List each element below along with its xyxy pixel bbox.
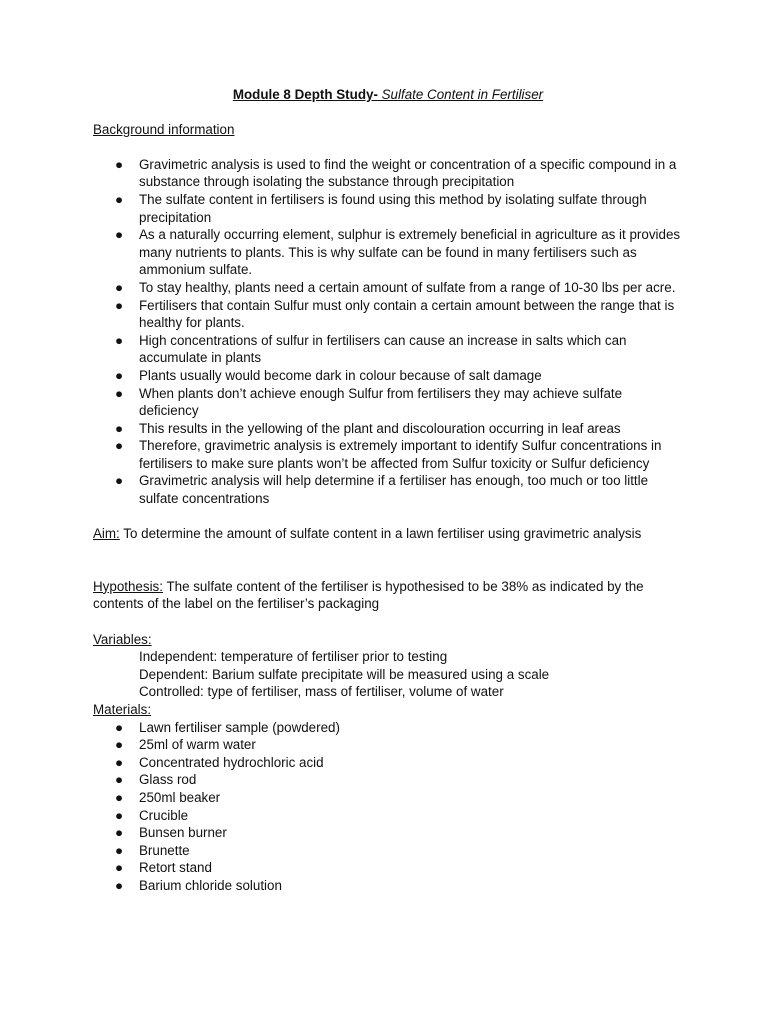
- material-item-text: 25ml of warm water: [139, 737, 256, 753]
- bullet-icon: ●: [115, 737, 124, 753]
- background-item: [93, 279, 683, 297]
- material-item-text: Brunette: [139, 842, 190, 858]
- material-item: [93, 877, 683, 895]
- background-item-text: Therefore, gravimetric analysis is extremely important to identify Sulfur concentrations in fertilisers to make sure plants won’t be affected from Sulfur toxicity or Sulfur deficiency: [139, 438, 662, 471]
- aim-label: Aim:: [93, 526, 120, 542]
- background-item-text: The sulfate content in fertilisers is found using this method by isolating sulfate through precipitation: [139, 191, 647, 225]
- background-item-text: This results in the yellowing of the plant and discolouration occurring in leaf areas: [139, 420, 621, 436]
- background-item-text: When plants don’t achieve enough Sulfur from fertilisers they may achieve sulfate deficiency: [139, 385, 623, 419]
- bullet-icon: ●: [115, 367, 124, 383]
- background-item-text: Gravimetric analysis will help determine if a fertiliser has enough, too much or too little sulfate concentrations: [139, 473, 649, 507]
- aim-paragraph: [93, 525, 683, 543]
- material-item-text: 250ml beaker: [139, 789, 221, 805]
- bullet-icon: ●: [115, 860, 124, 876]
- material-item: [93, 736, 683, 754]
- material-item: [93, 807, 683, 825]
- bullet-icon: ●: [115, 754, 124, 770]
- document-page: [93, 86, 683, 895]
- material-item-text: Bunsen burner: [139, 825, 227, 841]
- background-item: [93, 297, 683, 332]
- bullet-icon: ●: [115, 473, 124, 489]
- material-item: [93, 754, 683, 772]
- bullet-icon: ●: [115, 807, 124, 823]
- bullet-icon: ●: [115, 877, 124, 893]
- materials-heading: Materials:: [93, 702, 152, 717]
- bullet-icon: ●: [115, 385, 124, 401]
- material-item: [93, 824, 683, 842]
- background-item: [93, 472, 683, 507]
- material-item-text: Lawn fertiliser sample (powdered): [139, 719, 340, 735]
- background-item: [93, 420, 683, 438]
- materials-list: [93, 719, 683, 895]
- background-item-text: High concentrations of sulfur in fertilisers can cause an increase in salts which can accumulate in plants: [139, 332, 627, 366]
- title-italic: Sulfate Content in Fertiliser: [377, 87, 544, 102]
- bullet-icon: ●: [115, 438, 124, 454]
- background-item: [93, 156, 683, 191]
- background-item-text: Plants usually would become dark in colour because of salt damage: [139, 367, 542, 383]
- bullet-icon: ●: [115, 842, 124, 858]
- material-item-text: Barium chloride solution: [139, 877, 282, 893]
- document-title: [93, 86, 683, 104]
- material-item: [93, 719, 683, 737]
- background-item: [93, 437, 683, 472]
- material-item: [93, 771, 683, 789]
- material-item: [93, 789, 683, 807]
- hypothesis-paragraph: [93, 578, 683, 613]
- hypothesis-label: Hypothesis:: [93, 578, 163, 594]
- bullet-icon: ●: [115, 332, 124, 348]
- material-item-text: Concentrated hydrochloric acid: [139, 754, 324, 770]
- bullet-icon: ●: [115, 191, 124, 207]
- bullet-icon: ●: [115, 156, 124, 172]
- background-item: [93, 367, 683, 385]
- bullet-icon: ●: [115, 297, 124, 313]
- bullet-icon: ●: [115, 825, 124, 841]
- variables-heading: Variables:: [93, 631, 152, 647]
- variable-controlled: Controlled: type of fertiliser, mass of fertiliser, volume of water: [139, 684, 504, 700]
- background-item-text: Fertilisers that contain Sulfur must only contain a certain amount between the range that is healthy for plants.: [139, 297, 675, 331]
- material-item: [93, 859, 683, 877]
- background-item-text: To stay healthy, plants need a certain amount of sulfate from a range of 10-30 lbs per acre.: [139, 279, 676, 295]
- title-bold: Module 8 Depth Study-: [232, 87, 378, 102]
- material-item-text: Retort stand: [139, 860, 212, 876]
- variable-independent: Independent: temperature of fertiliser prior to testing: [139, 649, 448, 665]
- background-item-text: Gravimetric analysis is used to find the weight or concentration of a specific compound in a substance through isolating the substance through precipitation: [139, 156, 677, 190]
- background-item: [93, 332, 683, 367]
- material-item-text: Crucible: [139, 807, 189, 823]
- background-item: [93, 385, 683, 420]
- bullet-icon: ●: [115, 279, 124, 295]
- background-item: [93, 226, 683, 279]
- background-list: [93, 156, 683, 508]
- bullet-icon: ●: [115, 789, 124, 805]
- material-item-text: Glass rod: [139, 772, 197, 788]
- bullet-icon: ●: [115, 772, 124, 788]
- hypothesis-text: The sulfate content of the fertiliser is hypothesised to be 38% as indicated by the contents of the label on the fertiliser’s packaging: [93, 578, 644, 612]
- variable-dependent: Dependent: Barium sulfate precipitate will be measured using a scale: [139, 666, 550, 682]
- bullet-icon: ●: [115, 719, 124, 735]
- background-heading: Background information: [93, 121, 235, 137]
- background-item-text: As a naturally occurring element, sulphur is extremely beneficial in agriculture as it provides many nutrients to plants. This is why sulfate can be found in many fertilisers such as ammonium sulfate.: [139, 227, 681, 278]
- material-item: [93, 842, 683, 860]
- aim-text: To determine the amount of sulfate content in a lawn fertiliser using gravimetric analysis: [119, 526, 642, 542]
- background-item: [93, 191, 683, 226]
- bullet-icon: ●: [115, 227, 124, 243]
- bullet-icon: ●: [115, 420, 124, 436]
